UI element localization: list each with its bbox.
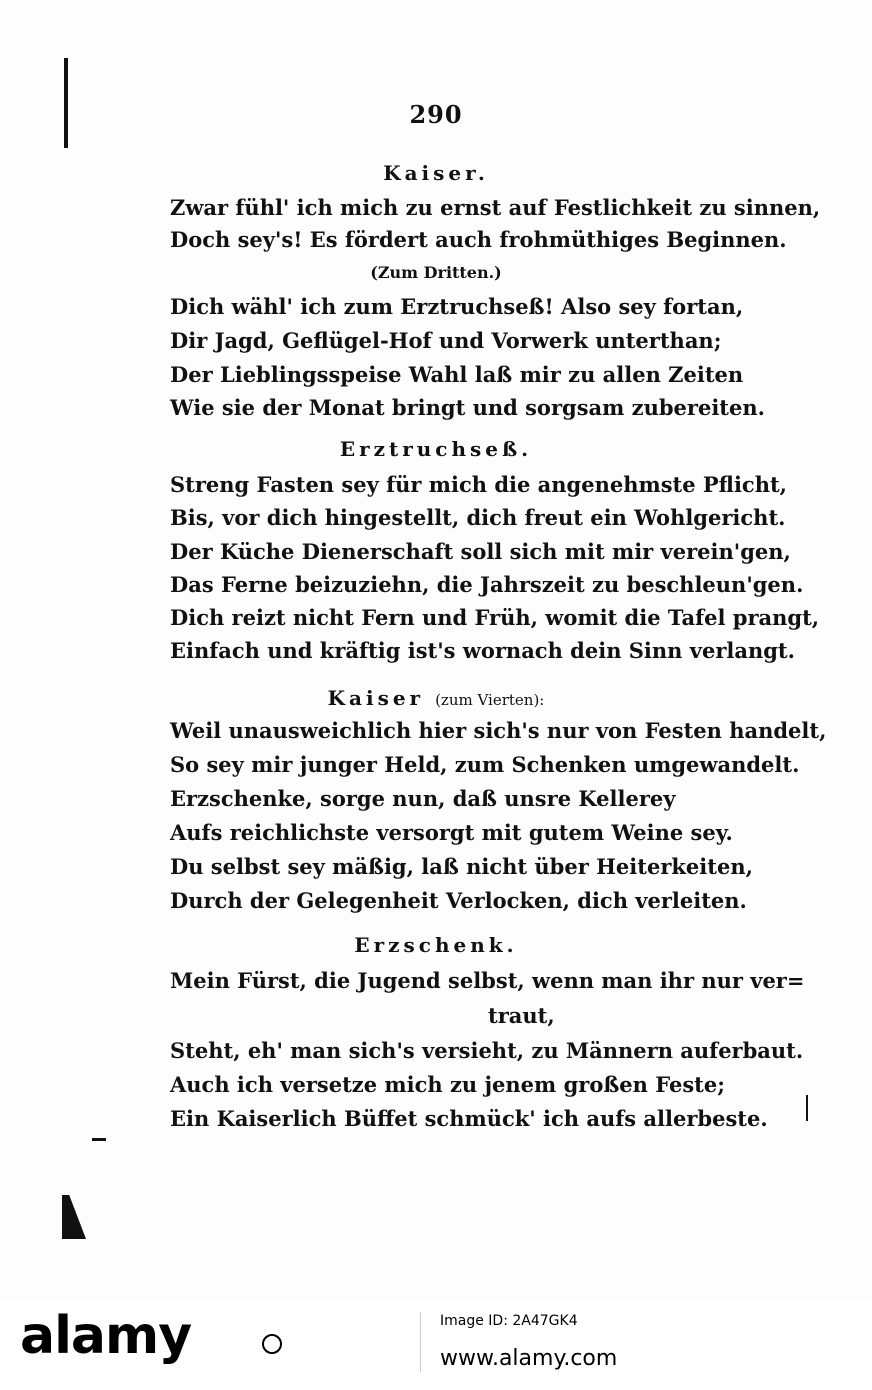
verse-line: Aufs reichlichste versorgt mit gutem Weine sey.: [170, 820, 733, 845]
image-id: Image ID: 2A47GK4: [440, 1313, 578, 1329]
verse-continuation: traut,: [488, 1003, 555, 1028]
speaker-heading-with-stage: [0, 683, 872, 715]
stage-direction: (zum Vierten):: [435, 691, 545, 709]
verse-line: Bis, vor dich hingestellt, dich freut ein Wohlgericht.: [170, 505, 786, 530]
verse-line: Doch sey's! Es fördert auch frohmüthiges Beginnen.: [170, 227, 787, 252]
footer-url: www.alamy.com: [440, 1346, 618, 1371]
footer-divider: [420, 1312, 421, 1372]
speaker-name: Kaiser: [327, 686, 425, 710]
scan-corner-mark-bottom-left: [62, 1195, 86, 1239]
verse-line: Ein Kaiserlich Büffet schmück' ich aufs allerbeste.: [170, 1106, 768, 1131]
verse-line: Einfach und kräftig ist's wornach dein Sinn verlangt.: [170, 638, 795, 663]
verse-line: Das Ferne beizuziehn, die Jahrszeit zu beschleun'gen.: [170, 572, 804, 597]
verse-line: So sey mir junger Held, zum Schenken umgewandelt.: [170, 752, 800, 777]
scan-edge-mark-right: [806, 1095, 808, 1121]
verse-line: Durch der Gelegenheit Verlocken, dich verleiten.: [170, 888, 747, 913]
brand-logo-mark-icon: [262, 1334, 282, 1354]
verse-line: Der Küche Dienerschaft soll sich mit mir verein'gen,: [170, 539, 791, 564]
verse-line: Streng Fasten sey für mich die angenehmste Pflicht,: [170, 472, 787, 497]
verse-line: Erzschenke, sorge nun, daß unsre Kellerey: [170, 786, 676, 811]
verse-line: Dir Jagd, Geflügel-Hof und Vorwerk unterthan;: [170, 328, 722, 353]
page-number: 290: [409, 100, 463, 129]
scan-dash-mark: [92, 1138, 106, 1141]
verse-line: Du selbst sey mäßig, laß nicht über Heiterkeiten,: [170, 854, 753, 879]
speaker-heading: Kaiser.: [383, 161, 489, 185]
verse-line: Mein Fürst, die Jugend selbst, wenn man ihr nur ver=: [170, 968, 805, 993]
brand-logo: alamy: [20, 1306, 192, 1366]
verse-line: Dich reizt nicht Fern und Früh, womit die Tafel prangt,: [170, 605, 820, 630]
verse-line: Zwar fühl' ich mich zu ernst auf Festlichkeit zu sinnen,: [170, 195, 821, 220]
verse-line: Weil unausweichlich hier sich's nur von Festen handelt,: [170, 718, 827, 743]
verse-line: Der Lieblingsspeise Wahl laß mir zu allen Zeiten: [170, 362, 744, 387]
speaker-heading: Erzschenk.: [354, 933, 518, 957]
verse-line: Auch ich versetze mich zu jenem großen Feste;: [170, 1072, 725, 1097]
verse-line: Steht, eh' man sich's versieht, zu Männern auferbaut.: [170, 1038, 804, 1063]
speaker-heading: Erztruchseß.: [339, 437, 533, 461]
verse-line: Wie sie der Monat bringt und sorgsam zubereiten.: [170, 395, 765, 420]
stage-direction: (Zum Dritten.): [370, 263, 502, 282]
verse-line: Dich wähl' ich zum Erztruchseß! Also sey fortan,: [170, 294, 744, 319]
